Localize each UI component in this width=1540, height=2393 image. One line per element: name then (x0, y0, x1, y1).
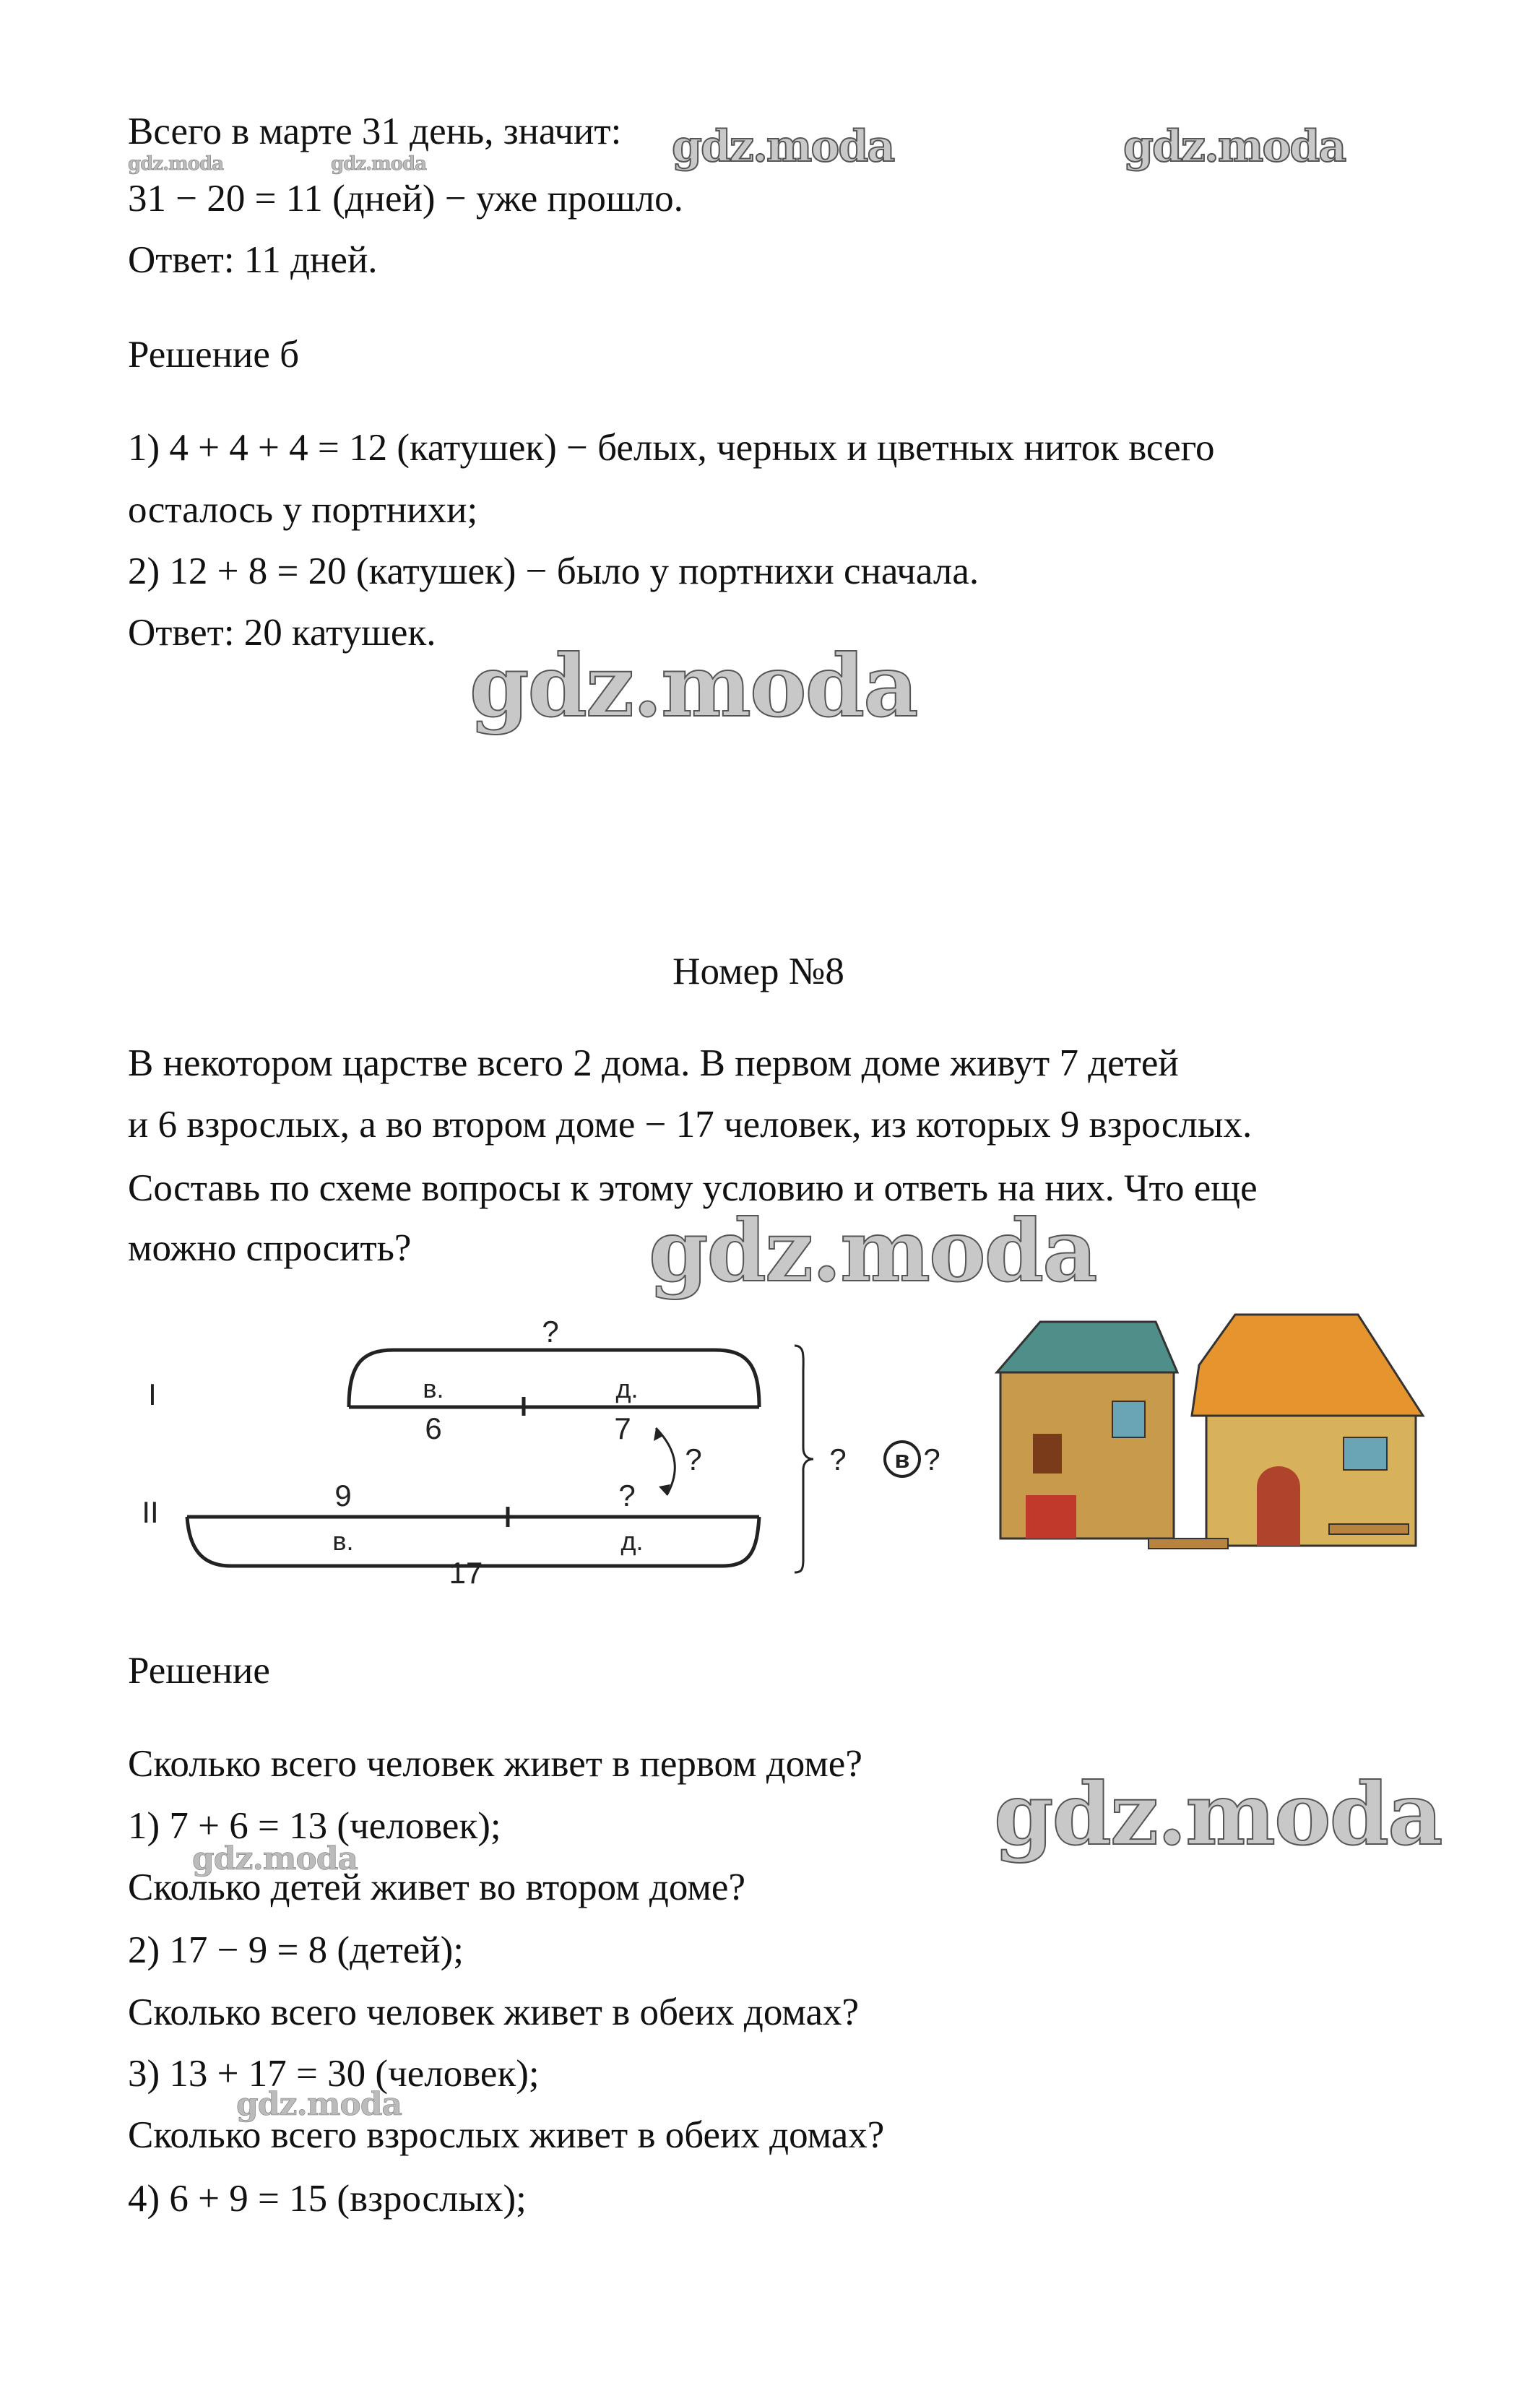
row1-total-q: ? (542, 1315, 559, 1349)
watermark: gdz.moda (236, 2086, 402, 2123)
row1-adults-label: в. (423, 1374, 444, 1403)
circle-q: ? (923, 1442, 940, 1476)
calc-line: 2) 17 − 9 = 8 (детей); (128, 1929, 464, 1971)
text-line: Всего в марте 31 день, значит: (128, 111, 622, 152)
houses-illustration (997, 1315, 1423, 1549)
condition-line: можно спросить? (128, 1227, 412, 1269)
question-line: Сколько детей живет во втором доме? (128, 1866, 745, 1908)
watermark: gdz.moda (649, 1200, 1096, 1301)
answer-line: Ответ: 11 дней. (128, 239, 378, 281)
text-line: 1) 4 + 4 + 4 = 12 (катушек) − белых, черных и цветных ниток всего (128, 427, 1215, 469)
diagram-lines (187, 1346, 920, 1572)
circle-letter: в (894, 1446, 910, 1474)
condition-line: и 6 взрослых, а во втором доме − 17 человек, из которых 9 взрослых. (128, 1104, 1253, 1146)
task-title: Номер №8 (672, 951, 844, 992)
row2-adults-label: в. (332, 1526, 354, 1556)
row2-children-label: д. (620, 1526, 644, 1556)
row2-adults-value: 9 (334, 1479, 352, 1513)
question-line: Сколько всего человек живет в обеих домах? (128, 1991, 860, 2033)
text-line: осталось у портнихи; (128, 489, 478, 531)
total-q: ? (829, 1442, 847, 1476)
watermark: gdz.moda (128, 153, 224, 175)
question-line: Сколько всего взрослых живет в обеих домах? (128, 2114, 885, 2156)
section-heading: Решение б (128, 334, 300, 376)
row2-children-q: ? (618, 1479, 636, 1513)
watermark: gdz.moda (192, 1840, 358, 1877)
calc-line: 1) 7 + 6 = 13 (человек); (128, 1805, 501, 1847)
brace (795, 1346, 813, 1572)
calc-line: 4) 6 + 9 = 15 (взрослых); (128, 2178, 527, 2220)
condition-line: В некотором царстве всего 2 дома. В первом доме живут 7 детей (128, 1042, 1179, 1084)
text-line: 2) 12 + 8 = 20 (катушек) − было у портнихи сначала. (128, 550, 979, 592)
row2-total-value: 17 (449, 1556, 483, 1590)
row1-arc (349, 1350, 759, 1407)
question-line: Сколько всего человек живет в первом доме? (128, 1743, 862, 1785)
row1-children-value: 7 (614, 1411, 631, 1445)
solution-heading: Решение (128, 1650, 270, 1692)
row1-label: I (148, 1377, 157, 1411)
row1-adults-value: 6 (425, 1411, 442, 1445)
answer-line: Ответ: 20 катушек. (128, 612, 436, 654)
watermark: gdz.moda (1123, 121, 1346, 172)
watermark: gdz.moda (994, 1764, 1442, 1864)
calc-line: 3) 13 + 17 = 30 (человек); (128, 2053, 540, 2095)
condition-line: Составь по схеме вопросы к этому условию и ответь на них. Что еще (128, 1167, 1258, 1209)
compare-q: ? (685, 1442, 702, 1476)
watermark: gdz.moda (672, 121, 894, 172)
row2-label: II (142, 1495, 159, 1529)
row1-children-label: д. (615, 1374, 639, 1403)
watermark: gdz.moda (331, 153, 427, 175)
watermark: gdz.moda (470, 636, 917, 736)
text-line: 31 − 20 = 11 (дней) − уже прошло. (128, 178, 683, 220)
